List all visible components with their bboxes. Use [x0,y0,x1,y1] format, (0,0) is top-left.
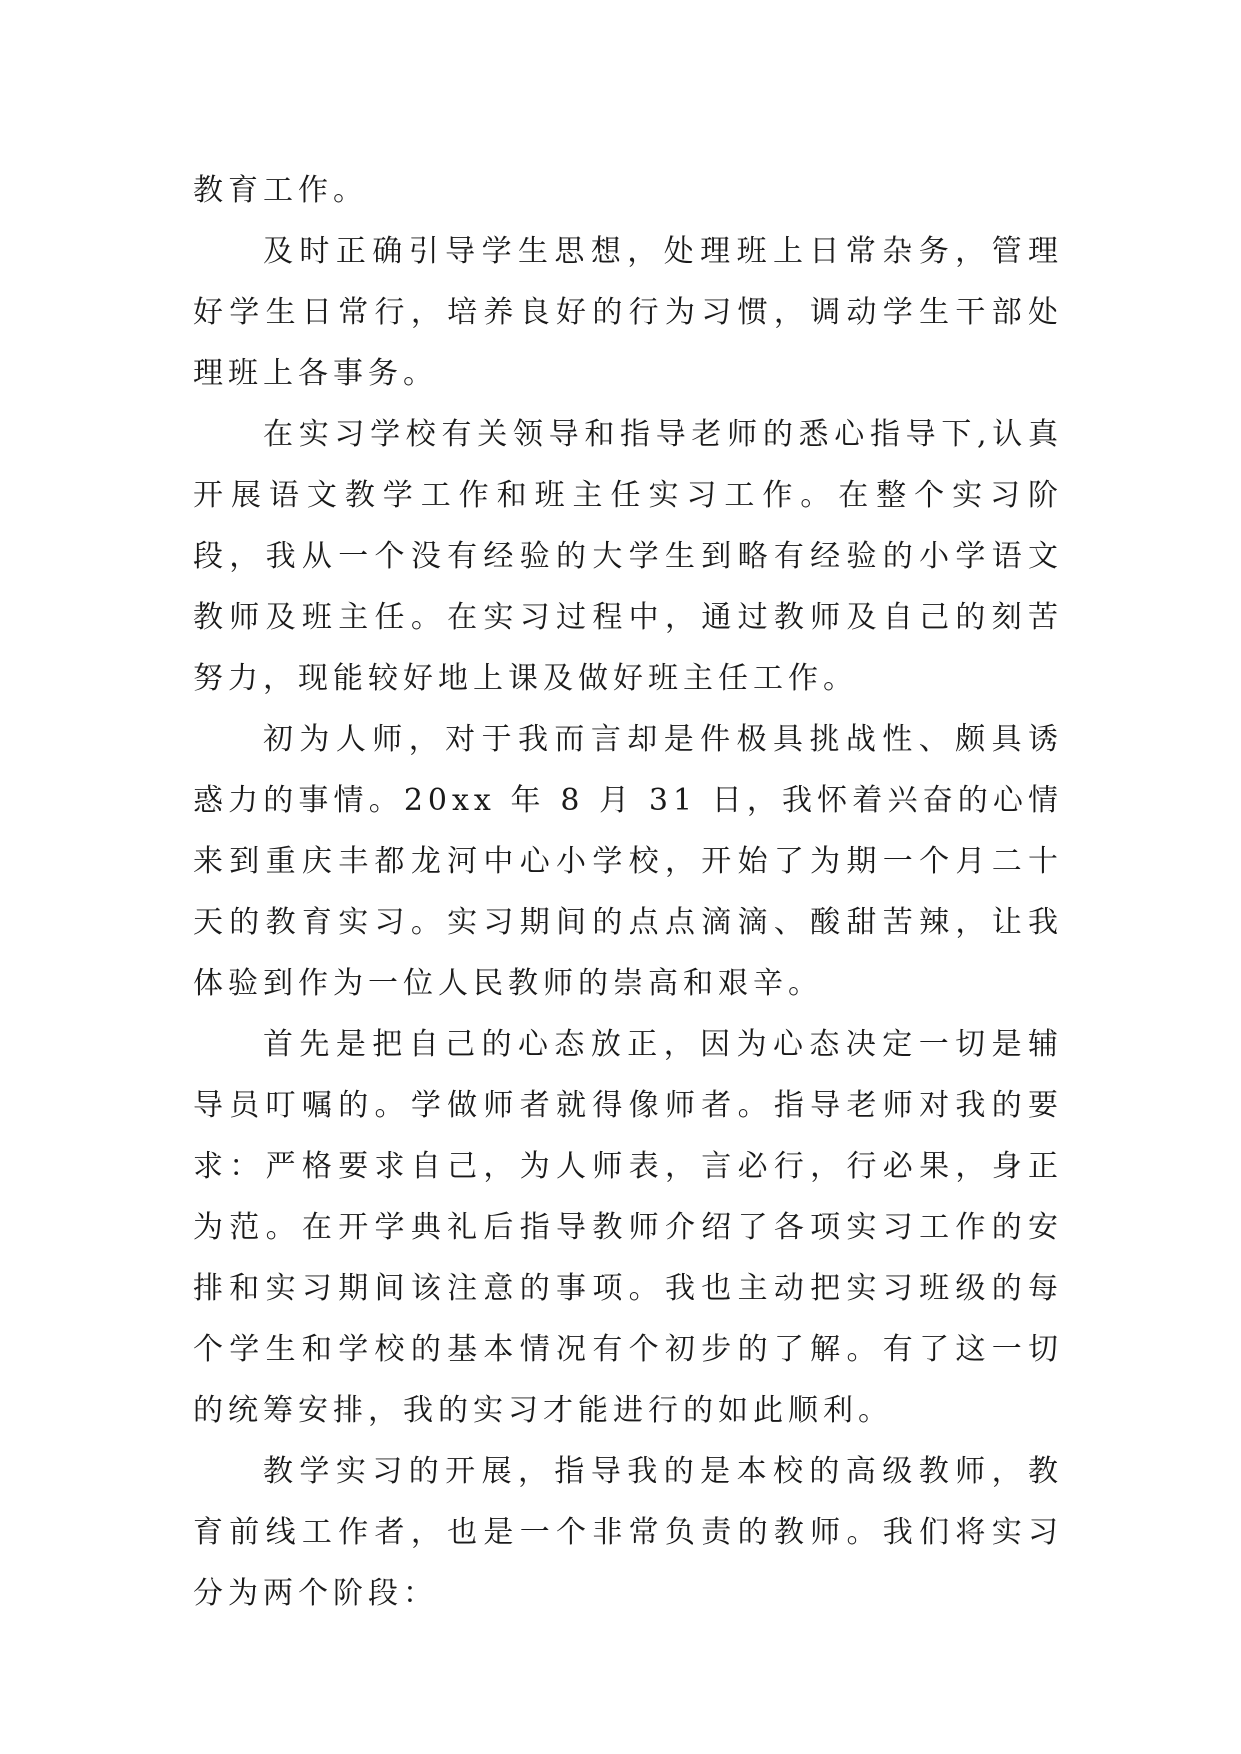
paragraph-continued: 教育工作。 [193,173,368,208]
document-body [193,160,1063,1624]
paragraph: 在实习学校有关领导和指导老师的悉心指导下,认真开展语文教学工作和班主任实习工作。在整个实习阶段，我从一个没有经验的大学生到略有经验的小学语文教师及班主任。在实习过程中，通过教师及自己的刻苦努力，现能较好地上课及做好班主任工作。 [193,417,1063,696]
paragraph: 教学实习的开展，指导我的是本校的高级教师，教育前线工作者，也是一个非常负责的教师。我们将实习分为两个阶段： [193,1454,1063,1611]
paragraph: 初为人师，对于我而言却是件极具挑战性、颇具诱惑力的事情。20xx 年 8 月 31 日，我怀着兴奋的心情来到重庆丰都龙河中心小学校，开始了为期一个月二十天的教育实习。实习期间的点点滴滴、酸甜苦辣，让我体验到作为一位人民教师的崇高和艰辛。 [193,722,1063,1001]
paragraph: 首先是把自己的心态放正，因为心态决定一切是辅导员叮嘱的。学做师者就得像师者。指导老师对我的要求：严格要求自己，为人师表，言必行，行必果，身正为范。在开学典礼后指导教师介绍了各项实习工作的安排和实习期间该注意的事项。我也主动把实习班级的每个学生和学校的基本情况有个初步的了解。有了这一切的统筹安排，我的实习才能进行的如此顺利。 [193,1027,1063,1428]
paragraph: 及时正确引导学生思想，处理班上日常杂务，管理好学生日常行，培养良好的行为习惯，调动学生干部处理班上各事务。 [193,234,1063,391]
